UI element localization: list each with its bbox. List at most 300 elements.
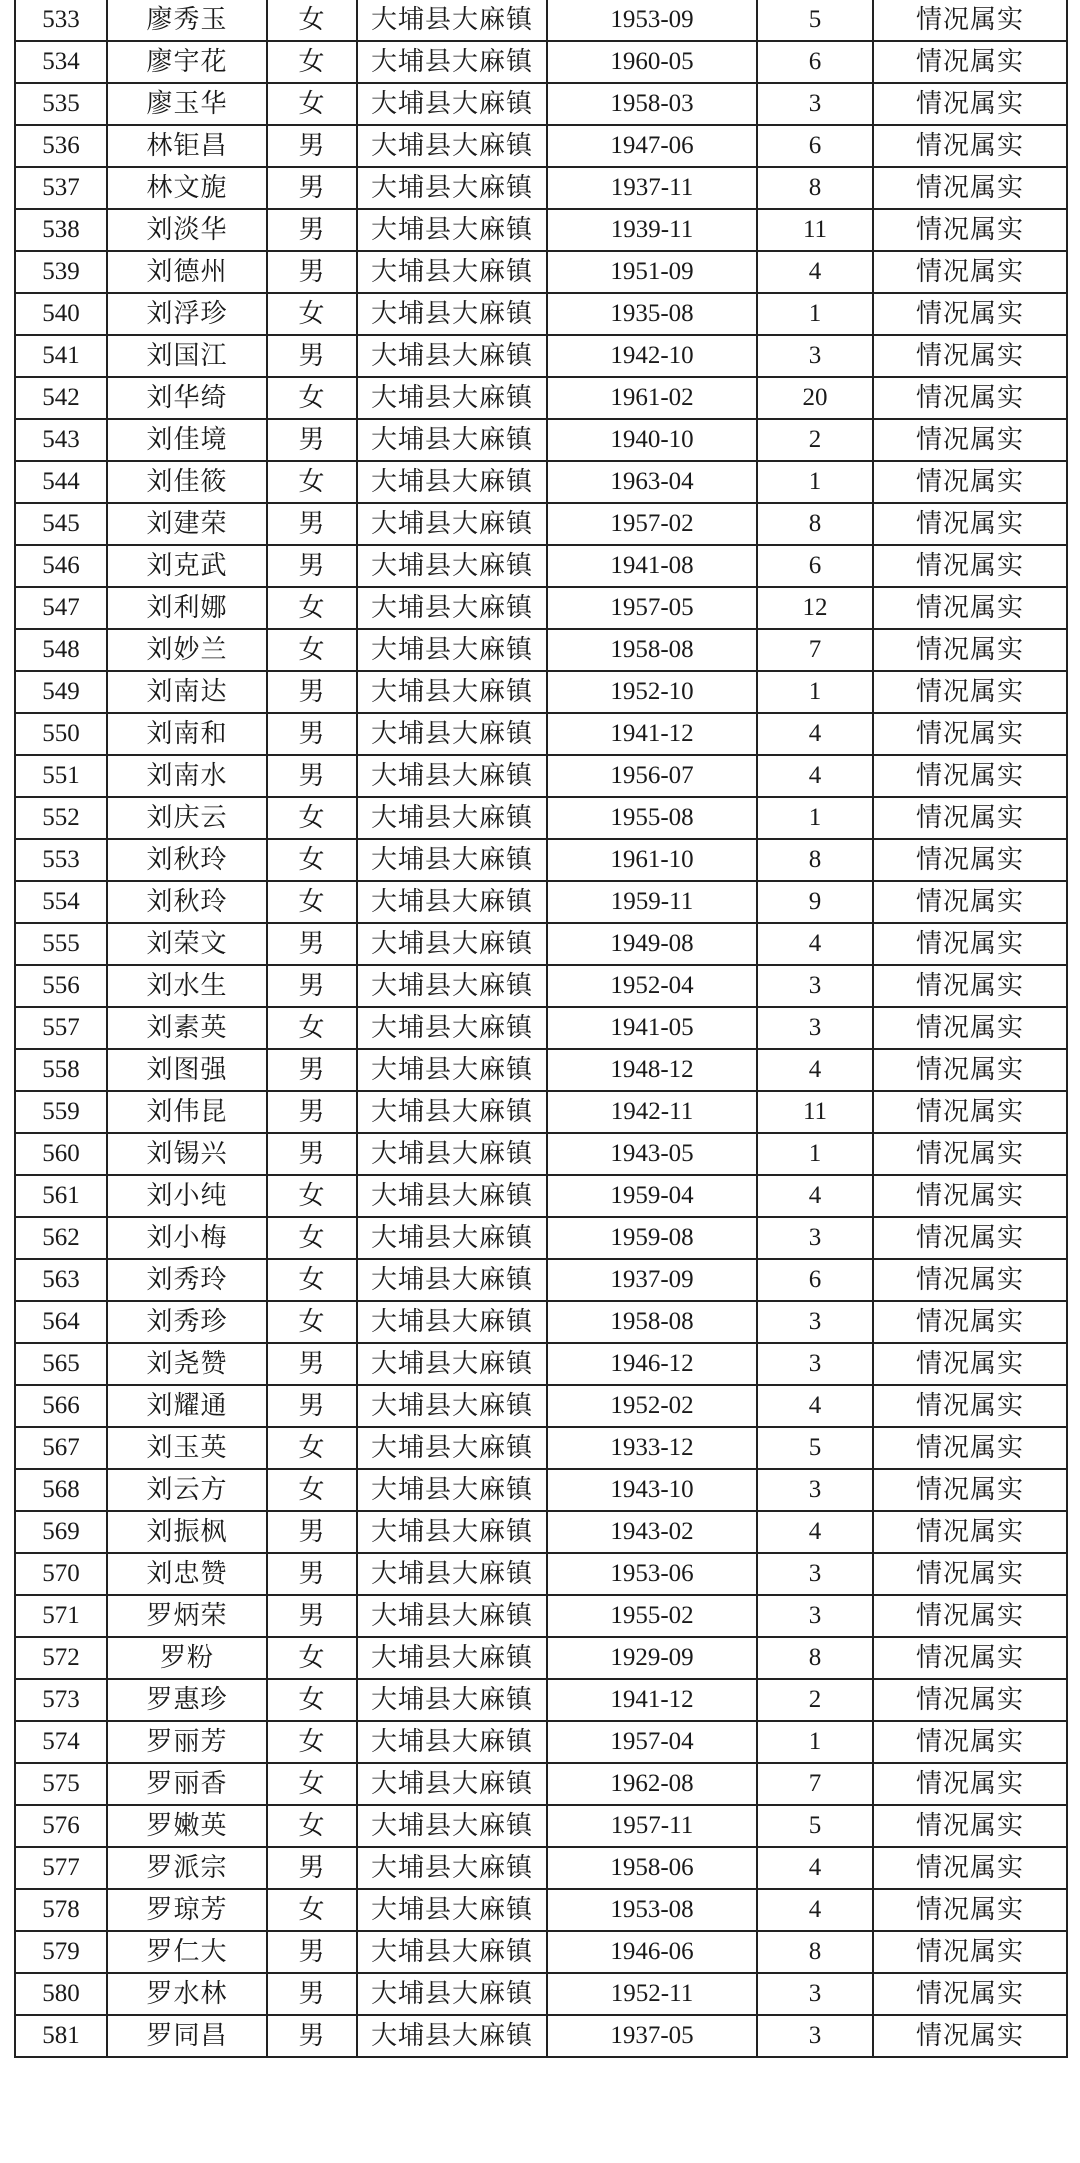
name-cell: 罗派宗: [107, 1847, 267, 1889]
table-row: [15, 209, 1067, 251]
count-cell: 7: [757, 629, 873, 671]
table-row: [15, 1427, 1067, 1469]
remark-cell: 情况属实: [873, 1217, 1067, 1259]
birth-date-cell: 1943-02: [547, 1511, 757, 1553]
count-cell: 3: [757, 2015, 873, 2057]
name-cell: 刘利娜: [107, 587, 267, 629]
table-row: [15, 1511, 1067, 1553]
table-row: [15, 1763, 1067, 1805]
remark-cell: 情况属实: [873, 881, 1067, 923]
name-cell: 刘华绮: [107, 377, 267, 419]
gender-cell: 男: [267, 671, 357, 713]
gender-cell: 女: [267, 1805, 357, 1847]
gender-cell: 男: [267, 1343, 357, 1385]
serial-number-cell: 569: [15, 1511, 107, 1553]
remark-cell: 情况属实: [873, 1133, 1067, 1175]
serial-number-cell: 556: [15, 965, 107, 1007]
birth-date-cell: 1962-08: [547, 1763, 757, 1805]
birth-date-cell: 1958-03: [547, 83, 757, 125]
address-cell: 大埔县大麻镇: [357, 1343, 547, 1385]
count-cell: 4: [757, 1889, 873, 1931]
birth-date-cell: 1943-10: [547, 1469, 757, 1511]
table-row: [15, 1889, 1067, 1931]
gender-cell: 女: [267, 839, 357, 881]
birth-date-cell: 1961-10: [547, 839, 757, 881]
table-row: [15, 167, 1067, 209]
birth-date-cell: 1942-10: [547, 335, 757, 377]
count-cell: 5: [757, 1427, 873, 1469]
address-cell: 大埔县大麻镇: [357, 923, 547, 965]
remark-cell: 情况属实: [873, 335, 1067, 377]
name-cell: 刘秀珍: [107, 1301, 267, 1343]
name-cell: 刘图强: [107, 1049, 267, 1091]
remark-cell: 情况属实: [873, 1637, 1067, 1679]
address-cell: 大埔县大麻镇: [357, 587, 547, 629]
count-cell: 4: [757, 923, 873, 965]
count-cell: 6: [757, 545, 873, 587]
table-row: [15, 1805, 1067, 1847]
count-cell: 6: [757, 125, 873, 167]
name-cell: 刘小纯: [107, 1175, 267, 1217]
birth-date-cell: 1941-08: [547, 545, 757, 587]
gender-cell: 女: [267, 0, 357, 41]
serial-number-cell: 559: [15, 1091, 107, 1133]
table-row: [15, 1091, 1067, 1133]
serial-number-cell: 544: [15, 461, 107, 503]
gender-cell: 男: [267, 545, 357, 587]
gender-cell: 女: [267, 377, 357, 419]
remark-cell: 情况属实: [873, 713, 1067, 755]
birth-date-cell: 1959-04: [547, 1175, 757, 1217]
gender-cell: 女: [267, 797, 357, 839]
serial-number-cell: 580: [15, 1973, 107, 2015]
count-cell: 4: [757, 1385, 873, 1427]
count-cell: 12: [757, 587, 873, 629]
gender-cell: 男: [267, 251, 357, 293]
count-cell: 5: [757, 0, 873, 41]
remark-cell: 情况属实: [873, 1679, 1067, 1721]
birth-date-cell: 1949-08: [547, 923, 757, 965]
table-row: [15, 1637, 1067, 1679]
address-cell: 大埔县大麻镇: [357, 1511, 547, 1553]
birth-date-cell: 1939-11: [547, 209, 757, 251]
remark-cell: 情况属实: [873, 1427, 1067, 1469]
gender-cell: 男: [267, 755, 357, 797]
table-row: [15, 587, 1067, 629]
remark-cell: 情况属实: [873, 1889, 1067, 1931]
record-table: [14, 0, 1068, 2058]
gender-cell: 女: [267, 587, 357, 629]
remark-cell: 情况属实: [873, 1553, 1067, 1595]
remark-cell: 情况属实: [873, 503, 1067, 545]
serial-number-cell: 566: [15, 1385, 107, 1427]
name-cell: 刘德州: [107, 251, 267, 293]
birth-date-cell: 1958-08: [547, 629, 757, 671]
serial-number-cell: 550: [15, 713, 107, 755]
remark-cell: 情况属实: [873, 797, 1067, 839]
address-cell: 大埔县大麻镇: [357, 965, 547, 1007]
serial-number-cell: 561: [15, 1175, 107, 1217]
address-cell: 大埔县大麻镇: [357, 1847, 547, 1889]
serial-number-cell: 568: [15, 1469, 107, 1511]
remark-cell: 情况属实: [873, 755, 1067, 797]
name-cell: 刘南达: [107, 671, 267, 713]
birth-date-cell: 1957-11: [547, 1805, 757, 1847]
address-cell: 大埔县大麻镇: [357, 1133, 547, 1175]
name-cell: 罗丽香: [107, 1763, 267, 1805]
gender-cell: 女: [267, 1259, 357, 1301]
count-cell: 5: [757, 1805, 873, 1847]
birth-date-cell: 1958-06: [547, 1847, 757, 1889]
birth-date-cell: 1952-11: [547, 1973, 757, 2015]
address-cell: 大埔县大麻镇: [357, 419, 547, 461]
birth-date-cell: 1958-08: [547, 1301, 757, 1343]
count-cell: 8: [757, 167, 873, 209]
gender-cell: 女: [267, 1301, 357, 1343]
count-cell: 3: [757, 83, 873, 125]
address-cell: 大埔县大麻镇: [357, 1679, 547, 1721]
serial-number-cell: 551: [15, 755, 107, 797]
remark-cell: 情况属实: [873, 251, 1067, 293]
serial-number-cell: 533: [15, 0, 107, 41]
address-cell: 大埔县大麻镇: [357, 545, 547, 587]
table-row: [15, 1301, 1067, 1343]
gender-cell: 女: [267, 1637, 357, 1679]
address-cell: 大埔县大麻镇: [357, 713, 547, 755]
serial-number-cell: 554: [15, 881, 107, 923]
serial-number-cell: 546: [15, 545, 107, 587]
table-row: [15, 1217, 1067, 1259]
address-cell: 大埔县大麻镇: [357, 1259, 547, 1301]
address-cell: 大埔县大麻镇: [357, 1469, 547, 1511]
birth-date-cell: 1959-11: [547, 881, 757, 923]
birth-date-cell: 1937-11: [547, 167, 757, 209]
serial-number-cell: 572: [15, 1637, 107, 1679]
serial-number-cell: 575: [15, 1763, 107, 1805]
table-row: [15, 755, 1067, 797]
name-cell: 刘素英: [107, 1007, 267, 1049]
table-row: [15, 1133, 1067, 1175]
birth-date-cell: 1948-12: [547, 1049, 757, 1091]
count-cell: 11: [757, 209, 873, 251]
gender-cell: 女: [267, 1721, 357, 1763]
birth-date-cell: 1961-02: [547, 377, 757, 419]
address-cell: 大埔县大麻镇: [357, 629, 547, 671]
serial-number-cell: 534: [15, 41, 107, 83]
address-cell: 大埔县大麻镇: [357, 1553, 547, 1595]
serial-number-cell: 576: [15, 1805, 107, 1847]
remark-cell: 情况属实: [873, 1385, 1067, 1427]
gender-cell: 男: [267, 1553, 357, 1595]
gender-cell: 男: [267, 713, 357, 755]
name-cell: 刘国江: [107, 335, 267, 377]
serial-number-cell: 560: [15, 1133, 107, 1175]
gender-cell: 女: [267, 41, 357, 83]
count-cell: 4: [757, 1175, 873, 1217]
address-cell: 大埔县大麻镇: [357, 1091, 547, 1133]
gender-cell: 女: [267, 461, 357, 503]
birth-date-cell: 1952-04: [547, 965, 757, 1007]
table-row: [15, 1721, 1067, 1763]
address-cell: 大埔县大麻镇: [357, 671, 547, 713]
remark-cell: 情况属实: [873, 2015, 1067, 2057]
serial-number-cell: 539: [15, 251, 107, 293]
address-cell: 大埔县大麻镇: [357, 0, 547, 41]
name-cell: 罗粉: [107, 1637, 267, 1679]
remark-cell: 情况属实: [873, 923, 1067, 965]
table-row: [15, 1385, 1067, 1427]
gender-cell: 男: [267, 1091, 357, 1133]
name-cell: 刘尧赞: [107, 1343, 267, 1385]
address-cell: 大埔县大麻镇: [357, 251, 547, 293]
address-cell: 大埔县大麻镇: [357, 1721, 547, 1763]
table-row: [15, 503, 1067, 545]
table-row: [15, 1847, 1067, 1889]
gender-cell: 女: [267, 83, 357, 125]
gender-cell: 男: [267, 167, 357, 209]
name-cell: 刘秋玲: [107, 881, 267, 923]
count-cell: 7: [757, 1763, 873, 1805]
count-cell: 3: [757, 1301, 873, 1343]
remark-cell: 情况属实: [873, 293, 1067, 335]
name-cell: 刘小梅: [107, 1217, 267, 1259]
remark-cell: 情况属实: [873, 1595, 1067, 1637]
address-cell: 大埔县大麻镇: [357, 1973, 547, 2015]
gender-cell: 女: [267, 1007, 357, 1049]
remark-cell: 情况属实: [873, 125, 1067, 167]
name-cell: 刘振枫: [107, 1511, 267, 1553]
address-cell: 大埔县大麻镇: [357, 1007, 547, 1049]
count-cell: 4: [757, 1511, 873, 1553]
address-cell: 大埔县大麻镇: [357, 755, 547, 797]
serial-number-cell: 541: [15, 335, 107, 377]
table-row: [15, 1343, 1067, 1385]
table-row: [15, 335, 1067, 377]
remark-cell: 情况属实: [873, 1007, 1067, 1049]
table-body: [15, 0, 1067, 2057]
count-cell: 3: [757, 1595, 873, 1637]
name-cell: 刘耀通: [107, 1385, 267, 1427]
name-cell: 罗嫩英: [107, 1805, 267, 1847]
remark-cell: 情况属实: [873, 419, 1067, 461]
name-cell: 刘克武: [107, 545, 267, 587]
count-cell: 2: [757, 1679, 873, 1721]
birth-date-cell: 1953-06: [547, 1553, 757, 1595]
remark-cell: 情况属实: [873, 1301, 1067, 1343]
serial-number-cell: 579: [15, 1931, 107, 1973]
birth-date-cell: 1942-11: [547, 1091, 757, 1133]
name-cell: 罗琼芳: [107, 1889, 267, 1931]
birth-date-cell: 1955-02: [547, 1595, 757, 1637]
serial-number-cell: 570: [15, 1553, 107, 1595]
address-cell: 大埔县大麻镇: [357, 125, 547, 167]
remark-cell: 情况属实: [873, 1259, 1067, 1301]
table-row: [15, 839, 1067, 881]
serial-number-cell: 537: [15, 167, 107, 209]
birth-date-cell: 1941-12: [547, 1679, 757, 1721]
birth-date-cell: 1947-06: [547, 125, 757, 167]
birth-date-cell: 1957-04: [547, 1721, 757, 1763]
remark-cell: 情况属实: [873, 83, 1067, 125]
serial-number-cell: 552: [15, 797, 107, 839]
table-row: [15, 1595, 1067, 1637]
gender-cell: 女: [267, 1217, 357, 1259]
serial-number-cell: 538: [15, 209, 107, 251]
remark-cell: 情况属实: [873, 1973, 1067, 2015]
count-cell: 3: [757, 1217, 873, 1259]
table-row: [15, 629, 1067, 671]
table-row: [15, 377, 1067, 419]
table-row: [15, 1175, 1067, 1217]
birth-date-cell: 1941-12: [547, 713, 757, 755]
gender-cell: 女: [267, 881, 357, 923]
address-cell: 大埔县大麻镇: [357, 1049, 547, 1091]
birth-date-cell: 1937-05: [547, 2015, 757, 2057]
count-cell: 3: [757, 1469, 873, 1511]
birth-date-cell: 1941-05: [547, 1007, 757, 1049]
table-row: [15, 1259, 1067, 1301]
name-cell: 刘佳境: [107, 419, 267, 461]
table-row: [15, 41, 1067, 83]
serial-number-cell: 547: [15, 587, 107, 629]
birth-date-cell: 1940-10: [547, 419, 757, 461]
address-cell: 大埔县大麻镇: [357, 461, 547, 503]
serial-number-cell: 535: [15, 83, 107, 125]
birth-date-cell: 1933-12: [547, 1427, 757, 1469]
count-cell: 3: [757, 1973, 873, 2015]
name-cell: 刘南水: [107, 755, 267, 797]
name-cell: 廖玉华: [107, 83, 267, 125]
name-cell: 刘锡兴: [107, 1133, 267, 1175]
count-cell: 4: [757, 251, 873, 293]
address-cell: 大埔县大麻镇: [357, 1427, 547, 1469]
gender-cell: 男: [267, 419, 357, 461]
birth-date-cell: 1960-05: [547, 41, 757, 83]
remark-cell: 情况属实: [873, 0, 1067, 41]
table-row: [15, 797, 1067, 839]
gender-cell: 男: [267, 1931, 357, 1973]
remark-cell: 情况属实: [873, 1049, 1067, 1091]
birth-date-cell: 1952-10: [547, 671, 757, 713]
count-cell: 8: [757, 503, 873, 545]
table-row: [15, 125, 1067, 167]
address-cell: 大埔县大麻镇: [357, 1805, 547, 1847]
name-cell: 刘秋玲: [107, 839, 267, 881]
table-row: [15, 251, 1067, 293]
table-row: [15, 965, 1067, 1007]
table-row: [15, 461, 1067, 503]
table-row: [15, 1679, 1067, 1721]
name-cell: 罗炳荣: [107, 1595, 267, 1637]
count-cell: 3: [757, 1343, 873, 1385]
name-cell: 刘伟昆: [107, 1091, 267, 1133]
remark-cell: 情况属实: [873, 167, 1067, 209]
gender-cell: 男: [267, 209, 357, 251]
name-cell: 刘妙兰: [107, 629, 267, 671]
count-cell: 3: [757, 335, 873, 377]
birth-date-cell: 1952-02: [547, 1385, 757, 1427]
address-cell: 大埔县大麻镇: [357, 2015, 547, 2057]
count-cell: 1: [757, 461, 873, 503]
gender-cell: 男: [267, 1049, 357, 1091]
serial-number-cell: 565: [15, 1343, 107, 1385]
table-row: [15, 0, 1067, 41]
address-cell: 大埔县大麻镇: [357, 1217, 547, 1259]
table-row: [15, 419, 1067, 461]
table-row: [15, 293, 1067, 335]
remark-cell: 情况属实: [873, 671, 1067, 713]
address-cell: 大埔县大麻镇: [357, 797, 547, 839]
address-cell: 大埔县大麻镇: [357, 167, 547, 209]
count-cell: 9: [757, 881, 873, 923]
birth-date-cell: 1946-06: [547, 1931, 757, 1973]
gender-cell: 男: [267, 923, 357, 965]
serial-number-cell: 574: [15, 1721, 107, 1763]
serial-number-cell: 578: [15, 1889, 107, 1931]
count-cell: 4: [757, 755, 873, 797]
serial-number-cell: 549: [15, 671, 107, 713]
remark-cell: 情况属实: [873, 1721, 1067, 1763]
count-cell: 4: [757, 713, 873, 755]
table-row: [15, 881, 1067, 923]
name-cell: 刘南和: [107, 713, 267, 755]
gender-cell: 男: [267, 1511, 357, 1553]
address-cell: 大埔县大麻镇: [357, 41, 547, 83]
remark-cell: 情况属实: [873, 1343, 1067, 1385]
address-cell: 大埔县大麻镇: [357, 1595, 547, 1637]
gender-cell: 女: [267, 629, 357, 671]
name-cell: 廖秀玉: [107, 0, 267, 41]
remark-cell: 情况属实: [873, 1469, 1067, 1511]
gender-cell: 女: [267, 1175, 357, 1217]
table-row: [15, 1973, 1067, 2015]
serial-number-cell: 557: [15, 1007, 107, 1049]
name-cell: 廖宇花: [107, 41, 267, 83]
serial-number-cell: 562: [15, 1217, 107, 1259]
table-row: [15, 2015, 1067, 2057]
address-cell: 大埔县大麻镇: [357, 1301, 547, 1343]
count-cell: 1: [757, 1721, 873, 1763]
table-row: [15, 1553, 1067, 1595]
serial-number-cell: 564: [15, 1301, 107, 1343]
count-cell: 4: [757, 1049, 873, 1091]
birth-date-cell: 1929-09: [547, 1637, 757, 1679]
serial-number-cell: 543: [15, 419, 107, 461]
serial-number-cell: 563: [15, 1259, 107, 1301]
name-cell: 刘忠赞: [107, 1553, 267, 1595]
serial-number-cell: 540: [15, 293, 107, 335]
name-cell: 刘淡华: [107, 209, 267, 251]
address-cell: 大埔县大麻镇: [357, 335, 547, 377]
remark-cell: 情况属实: [873, 1175, 1067, 1217]
count-cell: 1: [757, 797, 873, 839]
birth-date-cell: 1955-08: [547, 797, 757, 839]
gender-cell: 男: [267, 1595, 357, 1637]
address-cell: 大埔县大麻镇: [357, 1637, 547, 1679]
table-row: [15, 1007, 1067, 1049]
remark-cell: 情况属实: [873, 377, 1067, 419]
name-cell: 罗惠珍: [107, 1679, 267, 1721]
remark-cell: 情况属实: [873, 839, 1067, 881]
serial-number-cell: 548: [15, 629, 107, 671]
birth-date-cell: 1956-07: [547, 755, 757, 797]
birth-date-cell: 1946-12: [547, 1343, 757, 1385]
name-cell: 刘秀玲: [107, 1259, 267, 1301]
name-cell: 罗丽芳: [107, 1721, 267, 1763]
gender-cell: 女: [267, 1763, 357, 1805]
gender-cell: 男: [267, 2015, 357, 2057]
name-cell: 刘玉英: [107, 1427, 267, 1469]
